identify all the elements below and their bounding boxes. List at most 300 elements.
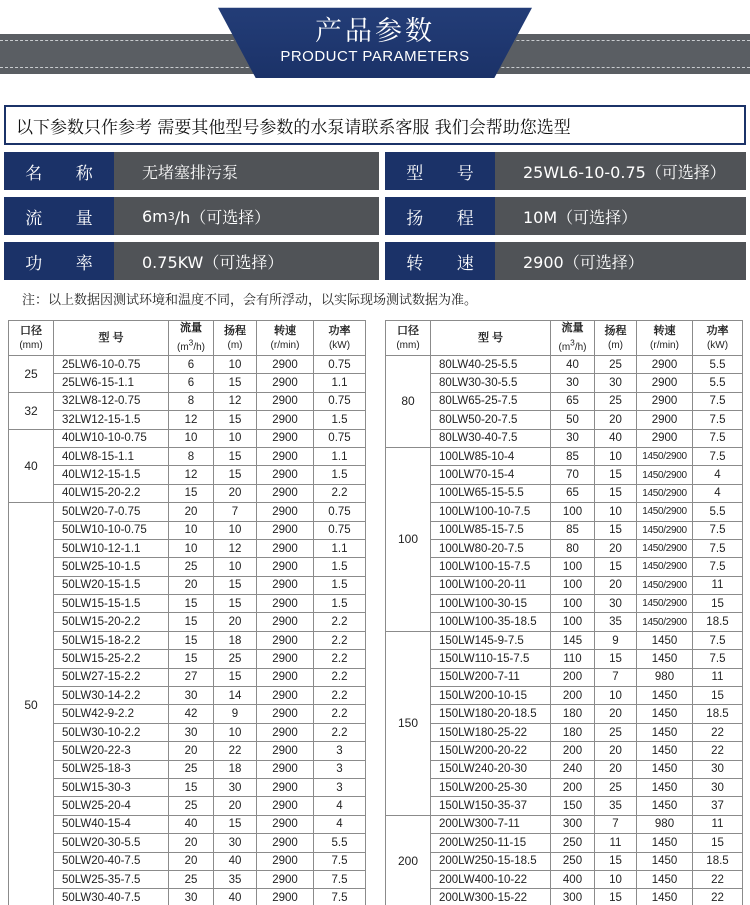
rpm-cell: 2900 xyxy=(637,411,693,429)
head-cell: 40 xyxy=(214,889,257,905)
model-cell: 50LW20-15-1.5 xyxy=(54,576,169,594)
page-subtitle: PRODUCT PARAMETERS xyxy=(280,48,470,65)
col-power: 功率 (kW) xyxy=(693,321,743,356)
col-power: 功率 (kW) xyxy=(314,321,366,356)
power-cell: 11 xyxy=(693,668,743,686)
flow-cell: 100 xyxy=(551,613,595,631)
flow-cell: 200 xyxy=(551,778,595,796)
power-cell: 0.75 xyxy=(314,429,366,447)
rpm-cell: 2900 xyxy=(257,447,314,465)
rpm-cell: 1450/2900 xyxy=(637,595,693,613)
power-cell: 2.2 xyxy=(314,723,366,741)
rpm-cell: 1450/2900 xyxy=(637,503,693,521)
rpm-cell: 2900 xyxy=(257,521,314,539)
head-cell: 10 xyxy=(595,503,637,521)
rpm-cell: 2900 xyxy=(257,889,314,905)
power-cell: 30 xyxy=(693,778,743,796)
model-cell: 100LW100-20-11 xyxy=(431,576,551,594)
table-row xyxy=(386,687,743,705)
flow-cell: 65 xyxy=(551,484,595,502)
rpm-cell: 2900 xyxy=(257,539,314,557)
model-cell: 50LW25-18-3 xyxy=(54,760,169,778)
flow-cell: 250 xyxy=(551,852,595,870)
rpm-cell: 2900 xyxy=(637,392,693,410)
table-row xyxy=(386,705,743,723)
rpm-cell: 2900 xyxy=(257,429,314,447)
table-row xyxy=(9,815,366,833)
table-row xyxy=(9,742,366,760)
model-cell: 50LW15-15-1.5 xyxy=(54,595,169,613)
head-cell: 15 xyxy=(595,484,637,502)
power-cell: 1.1 xyxy=(314,539,366,557)
power-cell: 7.5 xyxy=(693,650,743,668)
rpm-cell: 2900 xyxy=(257,778,314,796)
rpm-cell: 1450 xyxy=(637,797,693,815)
col-head: 扬程 (m) xyxy=(214,321,257,356)
power-cell: 5.5 xyxy=(693,356,743,374)
model-cell: 200LW250-11-15 xyxy=(431,834,551,852)
table-row xyxy=(386,429,743,447)
table-row xyxy=(9,411,366,429)
flow-cell: 250 xyxy=(551,834,595,852)
flow-cell: 30 xyxy=(551,374,595,392)
flow-cell: 30 xyxy=(169,723,214,741)
model-cell: 50LW15-20-2.2 xyxy=(54,613,169,631)
rpm-cell: 1450/2900 xyxy=(637,576,693,594)
power-cell: 7.5 xyxy=(693,539,743,557)
power-cell: 4 xyxy=(693,466,743,484)
head-cell: 15 xyxy=(214,466,257,484)
power-cell: 7.5 xyxy=(693,447,743,465)
table-row xyxy=(9,595,366,613)
head-cell: 15 xyxy=(595,558,637,576)
flow-cell: 100 xyxy=(551,595,595,613)
rpm-cell: 2900 xyxy=(257,705,314,723)
rpm-cell: 2900 xyxy=(257,503,314,521)
table-row xyxy=(9,834,366,852)
bore-cell: 50 xyxy=(9,503,54,905)
table-row xyxy=(386,595,743,613)
head-cell: 30 xyxy=(595,595,637,613)
rpm-cell: 2900 xyxy=(257,392,314,410)
table-row xyxy=(9,797,366,815)
table-row xyxy=(386,797,743,815)
right-parameter-table xyxy=(385,320,743,905)
table-row xyxy=(9,521,366,539)
flow-cell: 25 xyxy=(169,558,214,576)
model-cell: 50LW20-7-0.75 xyxy=(54,503,169,521)
power-cell: 11 xyxy=(693,815,743,833)
flow-cell: 10 xyxy=(169,429,214,447)
head-cell: 40 xyxy=(595,429,637,447)
power-cell: 15 xyxy=(693,834,743,852)
flow-cell: 30 xyxy=(551,429,595,447)
col-bore: 口径 (mm) xyxy=(9,321,54,356)
left-parameter-table xyxy=(8,320,366,905)
power-cell: 1.5 xyxy=(314,558,366,576)
model-cell: 50LW20-40-7.5 xyxy=(54,852,169,870)
spec-name-label: 名 称 xyxy=(4,152,114,190)
model-cell: 80LW30-30-5.5 xyxy=(431,374,551,392)
head-cell: 15 xyxy=(214,595,257,613)
table-row xyxy=(386,870,743,888)
power-cell: 1.5 xyxy=(314,411,366,429)
power-cell: 5.5 xyxy=(314,834,366,852)
power-cell: 2.2 xyxy=(314,687,366,705)
flow-cell: 8 xyxy=(169,447,214,465)
spec-head-label: 扬 程 xyxy=(385,197,495,235)
disclaimer-note: 注：以上数据因测试环境和温度不同，会有所浮动，以实际现场测试数据为准。 xyxy=(22,293,478,308)
flow-cell: 400 xyxy=(551,870,595,888)
table-row xyxy=(9,484,366,502)
flow-cell: 25 xyxy=(169,797,214,815)
flow-cell: 100 xyxy=(551,558,595,576)
model-cell: 80LW65-25-7.5 xyxy=(431,392,551,410)
flow-cell: 15 xyxy=(169,484,214,502)
flow-cell: 27 xyxy=(169,668,214,686)
model-cell: 200LW300-7-11 xyxy=(431,815,551,833)
rpm-cell: 1450 xyxy=(637,760,693,778)
spec-flow-value: 6m 3 /h（可选择） xyxy=(114,197,379,235)
col-head: 扬程 (m) xyxy=(595,321,637,356)
head-cell: 20 xyxy=(595,760,637,778)
rpm-cell: 2900 xyxy=(257,356,314,374)
head-cell: 15 xyxy=(595,521,637,539)
flow-cell: 10 xyxy=(169,539,214,557)
rpm-cell: 1450 xyxy=(637,687,693,705)
col-speed: 转速 (r/min) xyxy=(637,321,693,356)
table-row xyxy=(386,521,743,539)
power-cell: 7.5 xyxy=(314,870,366,888)
table-row xyxy=(386,631,743,649)
head-cell: 22 xyxy=(214,742,257,760)
power-cell: 2.2 xyxy=(314,631,366,649)
flow-cell: 12 xyxy=(169,411,214,429)
model-cell: 100LW100-15-7.5 xyxy=(431,558,551,576)
head-cell: 15 xyxy=(214,374,257,392)
bore-cell: 40 xyxy=(9,429,54,503)
rpm-cell: 1450/2900 xyxy=(637,447,693,465)
flow-cell: 15 xyxy=(169,631,214,649)
power-cell: 1.5 xyxy=(314,466,366,484)
model-cell: 200LW300-15-22 xyxy=(431,889,551,905)
power-cell: 1.5 xyxy=(314,595,366,613)
head-cell: 10 xyxy=(595,447,637,465)
model-cell: 150LW180-20-18.5 xyxy=(431,705,551,723)
model-cell: 50LW30-14-2.2 xyxy=(54,687,169,705)
table-row xyxy=(386,650,743,668)
rpm-cell: 2900 xyxy=(257,760,314,778)
table-row xyxy=(9,576,366,594)
power-cell: 1.1 xyxy=(314,374,366,392)
model-cell: 100LW100-30-15 xyxy=(431,595,551,613)
table-row xyxy=(386,742,743,760)
flow-cell: 300 xyxy=(551,815,595,833)
head-cell: 10 xyxy=(214,723,257,741)
spec-speed-label: 转 速 xyxy=(385,242,495,280)
table-row xyxy=(9,356,366,374)
table-row xyxy=(9,503,366,521)
table-row xyxy=(386,374,743,392)
model-cell: 50LW40-15-4 xyxy=(54,815,169,833)
table-row xyxy=(9,392,366,410)
flow-cell: 65 xyxy=(551,392,595,410)
rpm-cell: 2900 xyxy=(637,356,693,374)
rpm-cell: 2900 xyxy=(257,466,314,484)
model-cell: 50LW27-15-2.2 xyxy=(54,668,169,686)
flow-cell: 20 xyxy=(169,576,214,594)
rpm-cell: 2900 xyxy=(257,870,314,888)
head-cell: 15 xyxy=(214,815,257,833)
head-cell: 15 xyxy=(214,576,257,594)
flow-cell: 12 xyxy=(169,466,214,484)
spec-model xyxy=(385,152,746,190)
power-cell: 1.5 xyxy=(314,576,366,594)
power-cell: 3 xyxy=(314,778,366,796)
head-cell: 30 xyxy=(214,778,257,796)
head-cell: 20 xyxy=(214,797,257,815)
model-cell: 150LW200-7-11 xyxy=(431,668,551,686)
rpm-cell: 2900 xyxy=(257,815,314,833)
flow-cell: 15 xyxy=(169,595,214,613)
head-cell: 15 xyxy=(595,852,637,870)
power-cell: 37 xyxy=(693,797,743,815)
rpm-cell: 2900 xyxy=(257,742,314,760)
rpm-cell: 2900 xyxy=(257,650,314,668)
head-cell: 35 xyxy=(214,870,257,888)
spec-head xyxy=(385,197,746,235)
head-cell: 15 xyxy=(595,650,637,668)
table-row xyxy=(9,889,366,905)
model-cell: 150LW110-15-7.5 xyxy=(431,650,551,668)
flow-cell: 200 xyxy=(551,668,595,686)
model-cell: 25LW6-15-1.1 xyxy=(54,374,169,392)
head-cell: 25 xyxy=(595,356,637,374)
power-cell: 7.5 xyxy=(693,631,743,649)
table-row xyxy=(9,778,366,796)
rpm-cell: 1450 xyxy=(637,631,693,649)
power-cell: 18.5 xyxy=(693,852,743,870)
model-cell: 50LW15-30-3 xyxy=(54,778,169,796)
table-row xyxy=(386,815,743,833)
model-cell: 200LW400-10-22 xyxy=(431,870,551,888)
flow-cell: 200 xyxy=(551,742,595,760)
flow-cell: 30 xyxy=(169,687,214,705)
head-cell: 25 xyxy=(595,392,637,410)
flow-cell: 25 xyxy=(169,870,214,888)
power-cell: 5.5 xyxy=(693,374,743,392)
flow-cell: 30 xyxy=(169,889,214,905)
power-cell: 2.2 xyxy=(314,613,366,631)
power-cell: 22 xyxy=(693,723,743,741)
rpm-cell: 2900 xyxy=(257,558,314,576)
table-row xyxy=(9,631,366,649)
rpm-cell: 2900 xyxy=(257,631,314,649)
bore-cell: 32 xyxy=(9,392,54,429)
head-cell: 15 xyxy=(214,447,257,465)
rpm-cell: 980 xyxy=(637,815,693,833)
col-model: 型 号 xyxy=(54,321,169,356)
power-cell: 0.75 xyxy=(314,521,366,539)
model-cell: 100LW85-15-7.5 xyxy=(431,521,551,539)
head-cell: 12 xyxy=(214,539,257,557)
table-row xyxy=(386,889,743,905)
head-cell: 20 xyxy=(595,576,637,594)
head-cell: 7 xyxy=(595,815,637,833)
table-row xyxy=(386,852,743,870)
rpm-cell: 1450/2900 xyxy=(637,539,693,557)
rpm-cell: 2900 xyxy=(257,576,314,594)
head-cell: 18 xyxy=(214,631,257,649)
head-cell: 20 xyxy=(595,411,637,429)
table-row xyxy=(386,760,743,778)
head-cell: 9 xyxy=(214,705,257,723)
flow-cell: 85 xyxy=(551,521,595,539)
head-cell: 10 xyxy=(595,870,637,888)
power-cell: 0.75 xyxy=(314,392,366,410)
table-row xyxy=(386,466,743,484)
head-cell: 10 xyxy=(214,558,257,576)
model-cell: 32LW12-15-1.5 xyxy=(54,411,169,429)
power-cell: 22 xyxy=(693,870,743,888)
power-cell: 2.2 xyxy=(314,484,366,502)
table-row xyxy=(9,668,366,686)
power-cell: 18.5 xyxy=(693,705,743,723)
spec-speed xyxy=(385,242,746,280)
spec-flow xyxy=(4,197,379,235)
col-flow: 流量 $(m^3/h)$ xyxy=(169,321,214,356)
table-row xyxy=(386,668,743,686)
model-cell: 200LW250-15-18.5 xyxy=(431,852,551,870)
head-cell: 35 xyxy=(595,613,637,631)
col-model: 型 号 xyxy=(431,321,551,356)
flow-cell: 110 xyxy=(551,650,595,668)
head-cell: 30 xyxy=(214,834,257,852)
rpm-cell: 1450 xyxy=(637,834,693,852)
model-cell: 100LW85-10-4 xyxy=(431,447,551,465)
model-cell: 100LW100-35-18.5 xyxy=(431,613,551,631)
power-cell: 7.5 xyxy=(693,558,743,576)
flow-cell: 20 xyxy=(169,852,214,870)
flow-cell: 240 xyxy=(551,760,595,778)
spec-name xyxy=(4,152,379,190)
spec-name-value: 无堵塞排污泵 xyxy=(114,152,379,190)
table-row xyxy=(386,778,743,796)
head-cell: 20 xyxy=(595,539,637,557)
power-cell: 15 xyxy=(693,687,743,705)
head-cell: 10 xyxy=(214,429,257,447)
model-cell: 150LW180-25-22 xyxy=(431,723,551,741)
table-row xyxy=(9,374,366,392)
table-row xyxy=(9,723,366,741)
head-cell: 11 xyxy=(595,834,637,852)
rpm-cell: 1450 xyxy=(637,889,693,905)
power-cell: 3 xyxy=(314,742,366,760)
table-header-row xyxy=(9,321,366,356)
rpm-cell: 2900 xyxy=(257,411,314,429)
table-row xyxy=(9,539,366,557)
head-cell: 25 xyxy=(595,778,637,796)
spec-head-value: 10M（可选择） xyxy=(495,197,746,235)
bore-cell: 150 xyxy=(386,631,431,815)
table-row xyxy=(386,484,743,502)
power-cell: 0.75 xyxy=(314,503,366,521)
flow-cell: 40 xyxy=(169,815,214,833)
flow-cell: 145 xyxy=(551,631,595,649)
model-cell: 50LW42-9-2.2 xyxy=(54,705,169,723)
model-cell: 150LW200-10-15 xyxy=(431,687,551,705)
table-row xyxy=(9,687,366,705)
flow-cell: 70 xyxy=(551,466,595,484)
table-row xyxy=(386,834,743,852)
rpm-cell: 1450/2900 xyxy=(637,558,693,576)
flow-cell: 40 xyxy=(551,356,595,374)
table-row xyxy=(386,392,743,410)
rpm-cell: 1450 xyxy=(637,705,693,723)
flow-cell: 6 xyxy=(169,374,214,392)
head-cell: 18 xyxy=(214,760,257,778)
model-cell: 50LW30-40-7.5 xyxy=(54,889,169,905)
table-row xyxy=(9,429,366,447)
table-row xyxy=(386,411,743,429)
rpm-cell: 2900 xyxy=(257,723,314,741)
table-row xyxy=(386,723,743,741)
model-cell: 80LW50-20-7.5 xyxy=(431,411,551,429)
model-cell: 50LW30-10-2.2 xyxy=(54,723,169,741)
model-cell: 50LW10-10-0.75 xyxy=(54,521,169,539)
model-cell: 50LW20-30-5.5 xyxy=(54,834,169,852)
flow-cell: 150 xyxy=(551,797,595,815)
table-row xyxy=(386,356,743,374)
model-cell: 40LW12-15-1.5 xyxy=(54,466,169,484)
power-cell: 18.5 xyxy=(693,613,743,631)
model-cell: 150LW145-9-7.5 xyxy=(431,631,551,649)
table-row xyxy=(386,558,743,576)
power-cell: 7.5 xyxy=(693,392,743,410)
power-cell: 4 xyxy=(314,797,366,815)
header-banner xyxy=(0,0,750,88)
spec-power xyxy=(4,242,379,280)
rpm-cell: 2900 xyxy=(257,595,314,613)
rpm-cell: 2900 xyxy=(637,374,693,392)
head-cell: 15 xyxy=(214,411,257,429)
table-row xyxy=(9,705,366,723)
table-header-row xyxy=(386,321,743,356)
bore-cell: 25 xyxy=(9,356,54,393)
rpm-cell: 2900 xyxy=(257,374,314,392)
flow-cell: 8 xyxy=(169,392,214,410)
table-row xyxy=(386,576,743,594)
flow-cell: 20 xyxy=(169,503,214,521)
rpm-cell: 2900 xyxy=(257,797,314,815)
spec-model-value: 25WL6-10-0.75（可选择） xyxy=(495,152,746,190)
model-cell: 32LW8-12-0.75 xyxy=(54,392,169,410)
model-cell: 50LW25-35-7.5 xyxy=(54,870,169,888)
model-cell: 50LW10-12-1.1 xyxy=(54,539,169,557)
flow-cell: 50 xyxy=(551,411,595,429)
table-row xyxy=(386,503,743,521)
model-cell: 100LW65-15-5.5 xyxy=(431,484,551,502)
head-cell: 9 xyxy=(595,631,637,649)
model-cell: 100LW80-20-7.5 xyxy=(431,539,551,557)
flow-cell: 42 xyxy=(169,705,214,723)
model-cell: 80LW30-40-7.5 xyxy=(431,429,551,447)
power-cell: 30 xyxy=(693,760,743,778)
flow-cell: 180 xyxy=(551,723,595,741)
head-cell: 20 xyxy=(595,742,637,760)
head-cell: 40 xyxy=(214,852,257,870)
flow-cell: 20 xyxy=(169,834,214,852)
